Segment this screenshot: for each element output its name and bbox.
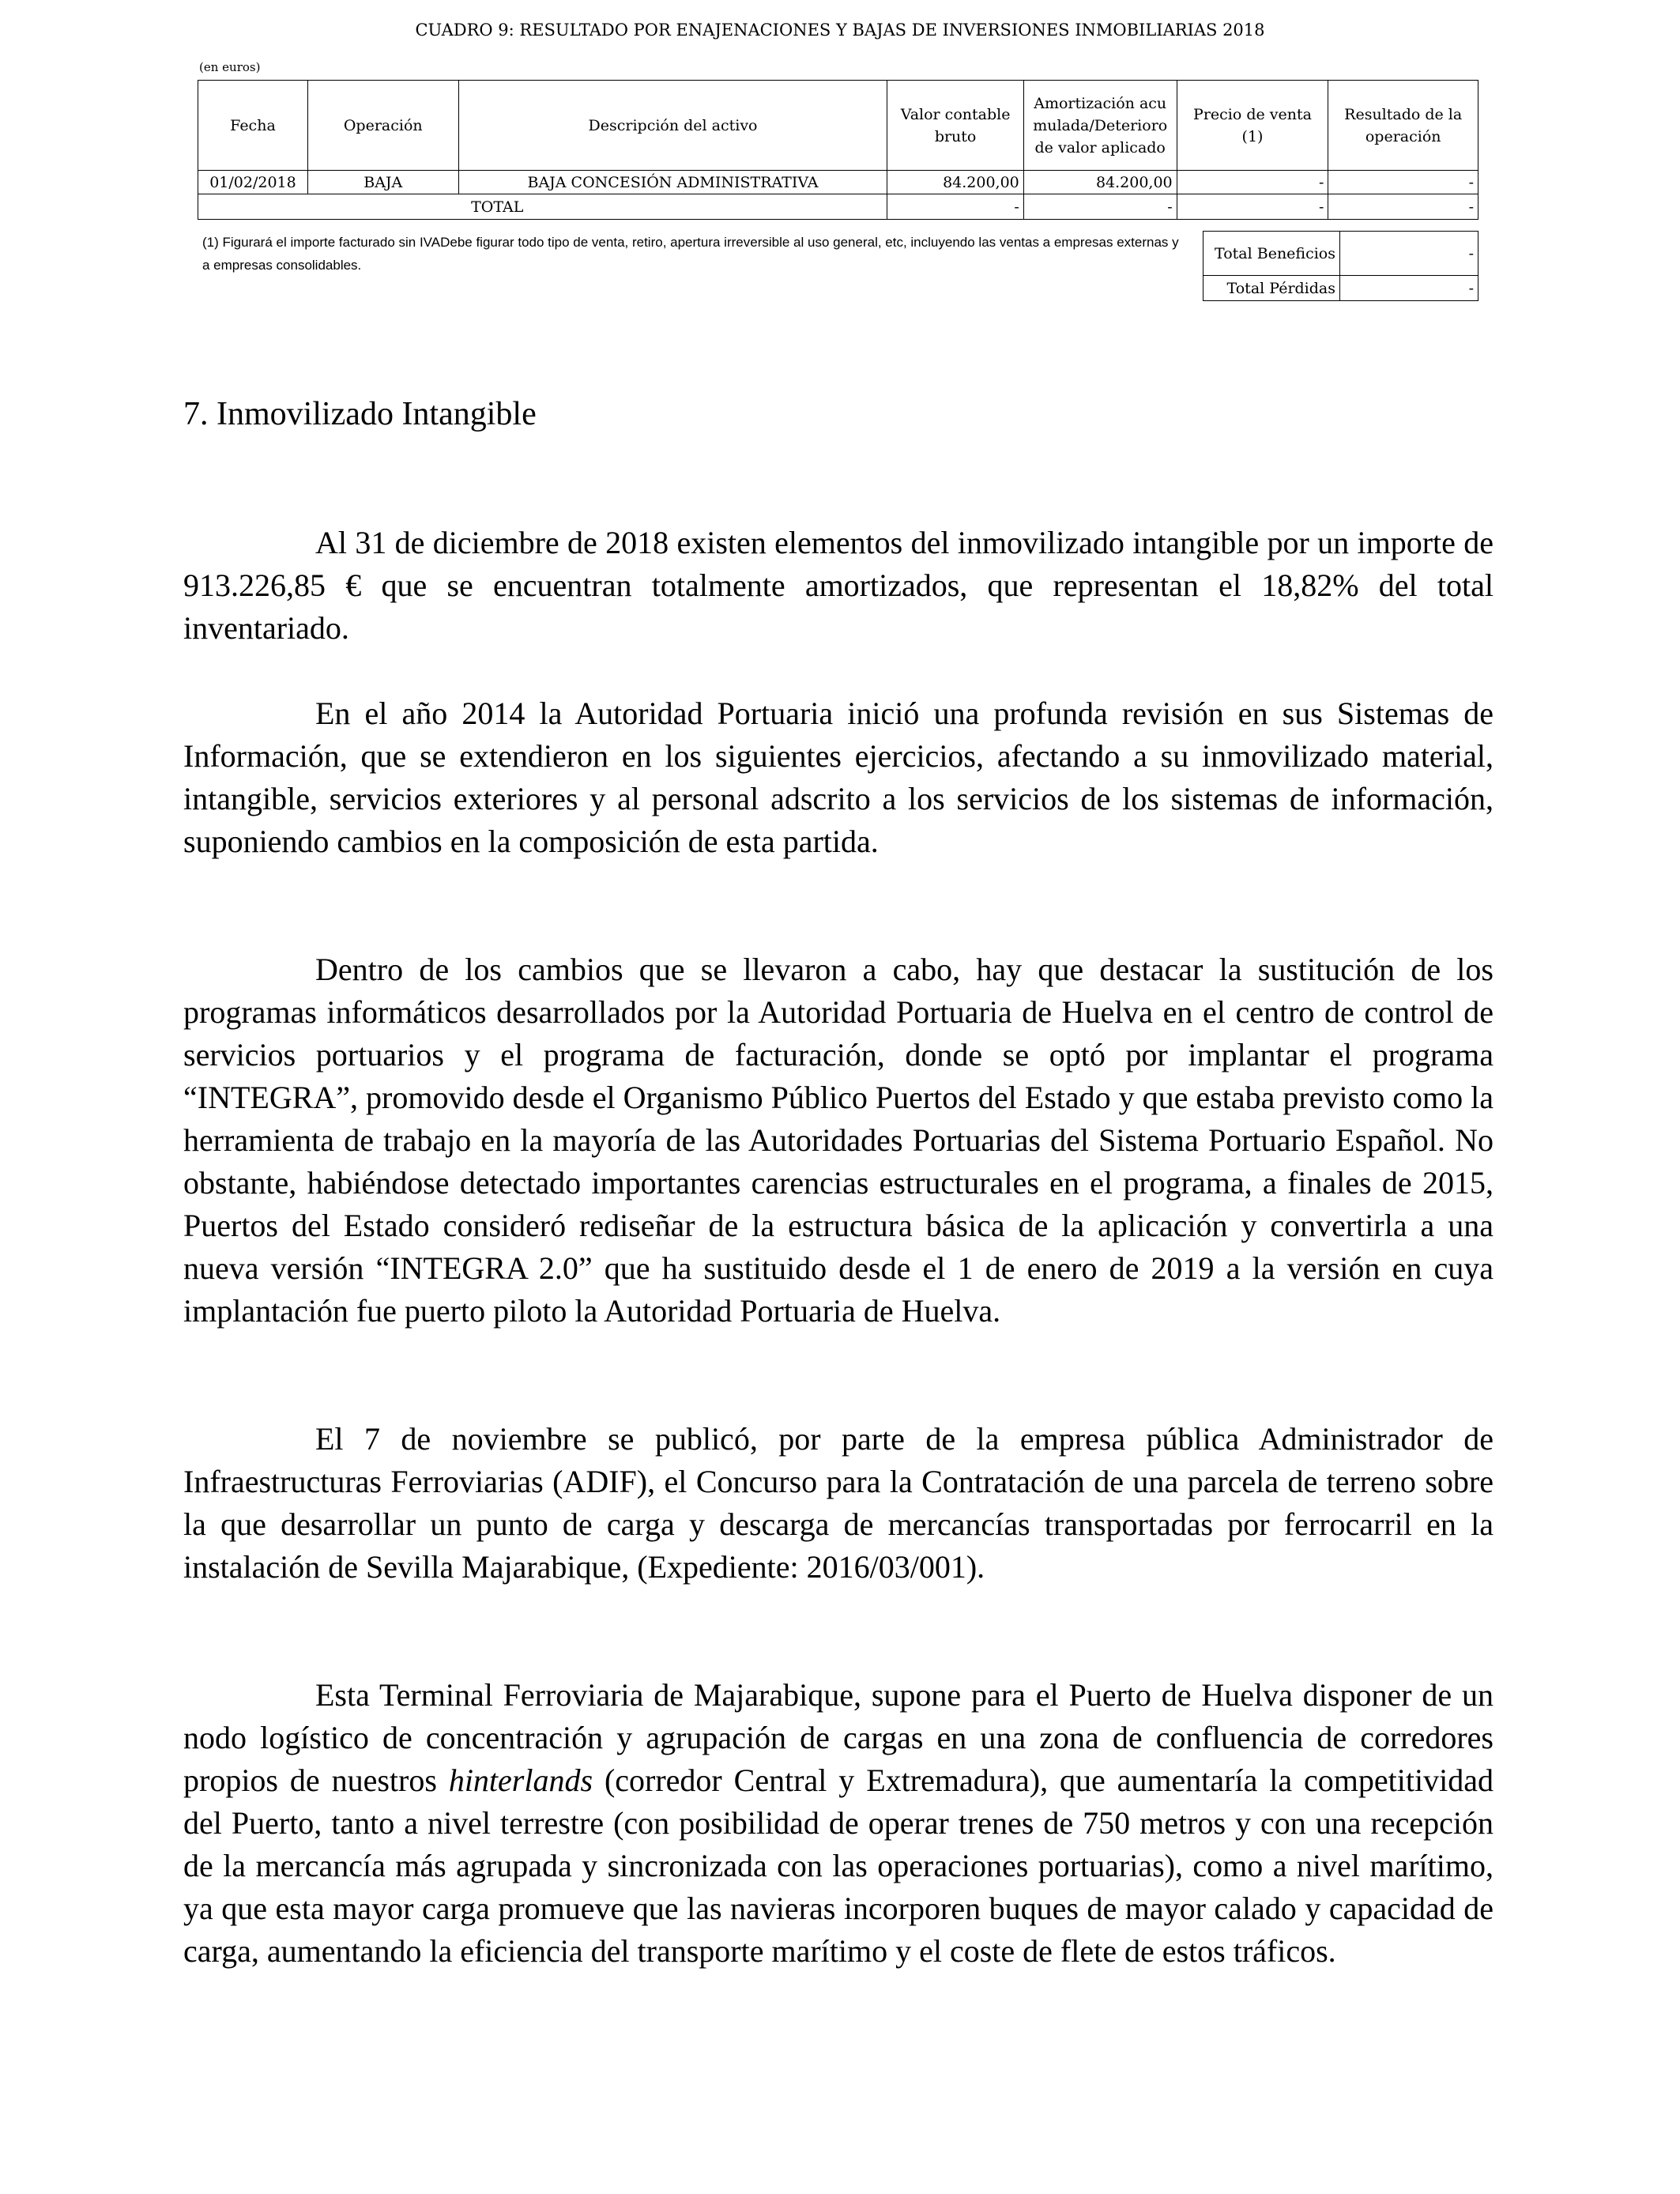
total-amortizacion: -: [1023, 194, 1177, 220]
header-precio-venta: Precio de venta (1): [1177, 81, 1328, 171]
table-row: [198, 171, 1478, 194]
table-title: CUADRO 9: RESULTADO POR ENAJENACIONES Y BAJAS DE INVERSIONES INMOBILIARIAS 2018: [415, 21, 1265, 40]
cell-valor-contable: 84.200,00: [887, 171, 1023, 194]
header-descripcion: Descripción del activo: [458, 81, 887, 171]
paragraph-2: En el año 2014 la Autoridad Portuaria inició una profunda revisión en sus Sistemas de Información, que se extendieron en los siguientes ejercicios, afectando a su inmovilizado material, intangible, servicios exteriores y al personal adscrito a los servicios de los sistemas de información, suponiendo cambios en la composición de esta partida.: [183, 696, 1494, 859]
cell-precio-venta: -: [1177, 171, 1328, 194]
disposals-table: [198, 80, 1478, 220]
total-label: TOTAL: [198, 194, 887, 220]
total-valor-contable: -: [887, 194, 1023, 220]
total-perdidas-row: [1203, 276, 1478, 301]
total-row: [198, 194, 1478, 220]
table-header-row: [198, 81, 1478, 171]
cell-resultado: -: [1328, 171, 1478, 194]
paragraph-3: Dentro de los cambios que se llevaron a cabo, hay que destacar la sustitución de los programas informáticos desarrollados por la Autoridad Portuaria de Huelva en el centro de control de servicios portuarios y el programa de facturación, donde se optó por implantar el programa “INTEGRA”, promovido desde el Organismo Público Puertos del Estado y que estaba previsto como la herramienta de trabajo en la mayoría de las Autoridades Portuarias del Sistema Portuario Español. No obstante, habiéndose detectado importantes carencias estructurales en el programa, a finales de 2015, Puertos del Estado consideró rediseñar de la estructura básica de la aplicación y convertirla a una nueva versión “INTEGRA 2.0” que ha sustituido desde el 1 de enero de 2019 a la versión en cuya implantación fue puerto piloto la Autoridad Portuaria de Huelva.: [183, 952, 1494, 1329]
total-beneficios-row: [1203, 232, 1478, 276]
paragraph-5-text-b: (corredor Central y Extremadura), que aumentaría la competitividad del Puerto, tanto a nivel terrestre (con posibilidad de operar trenes de 750 metros y con una recepción de la mercancía más agrupada y sincronizada con las operaciones portuarias), como a nivel marítimo, ya que esta mayor carga promueve que las navieras incorporen buques de mayor calado y capacidad de carga, aumentando la eficiencia del transporte marítimo y el coste de flete de estos tráficos.: [183, 1762, 1494, 1969]
section-heading: 7. Inmovilizado Intangible: [183, 396, 537, 432]
paragraph-1: Al 31 de diciembre de 2018 existen elementos del inmovilizado intangible por un importe de 913.226,85 € que se encuentran totalmente amortizados, que representan el 18,82% del total inventariado.: [183, 525, 1494, 646]
paragraph-5-italic: hinterlands: [448, 1762, 593, 1798]
total-beneficios-label: Total Beneficios: [1203, 232, 1340, 276]
paragraph-5-text-a: Esta Terminal Ferroviaria de Majarabique, supone para el Puerto de Huelva disponer de un nodo logístico de concentración y agrupación de cargas en una zona de confluencia de corredores propios de nuestros: [183, 1677, 1494, 1798]
cell-descripcion: BAJA CONCESIÓN ADMINISTRATIVA: [458, 171, 887, 194]
totals-summary-table: [1203, 231, 1478, 301]
cell-amortizacion: 84.200,00: [1023, 171, 1177, 194]
cell-operacion: BAJA: [307, 171, 458, 194]
total-precio-venta: -: [1177, 194, 1328, 220]
paragraph-4: El 7 de noviembre se publicó, por parte de la empresa pública Administrador de Infraestructuras Ferroviarias (ADIF), el Concurso para la Contratación de una parcela de terreno sobre la que desarrollar un punto de carga y descarga de mercancías transportadas por ferrocarril en la instalación de Sevilla Majarabique, (Expediente: 2016/03/001).: [183, 1421, 1494, 1585]
total-resultado: -: [1328, 194, 1478, 220]
header-amortizacion: Amortización acumulada/Deterioro de valor aplicado: [1023, 81, 1177, 171]
header-operacion: Operación: [307, 81, 458, 171]
total-beneficios-value: -: [1340, 232, 1478, 276]
total-perdidas-value: -: [1340, 276, 1478, 301]
header-fecha: Fecha: [198, 81, 308, 171]
units-label: (en euros): [199, 60, 261, 74]
paragraph-5: [183, 1674, 1494, 1973]
cell-fecha: 01/02/2018: [198, 171, 308, 194]
total-perdidas-label: Total Pérdidas: [1203, 276, 1340, 301]
header-resultado: Resultado de la operación: [1328, 81, 1478, 171]
header-valor-contable: Valor contable bruto: [887, 81, 1023, 171]
table-footnote: (1) Figurará el importe facturado sin IVADebe figurar todo tipo de venta, retiro, apertura irreversible al uso general, etc, incluyendo las ventas a empresas externas y a empresas consolidables.: [202, 235, 1179, 273]
